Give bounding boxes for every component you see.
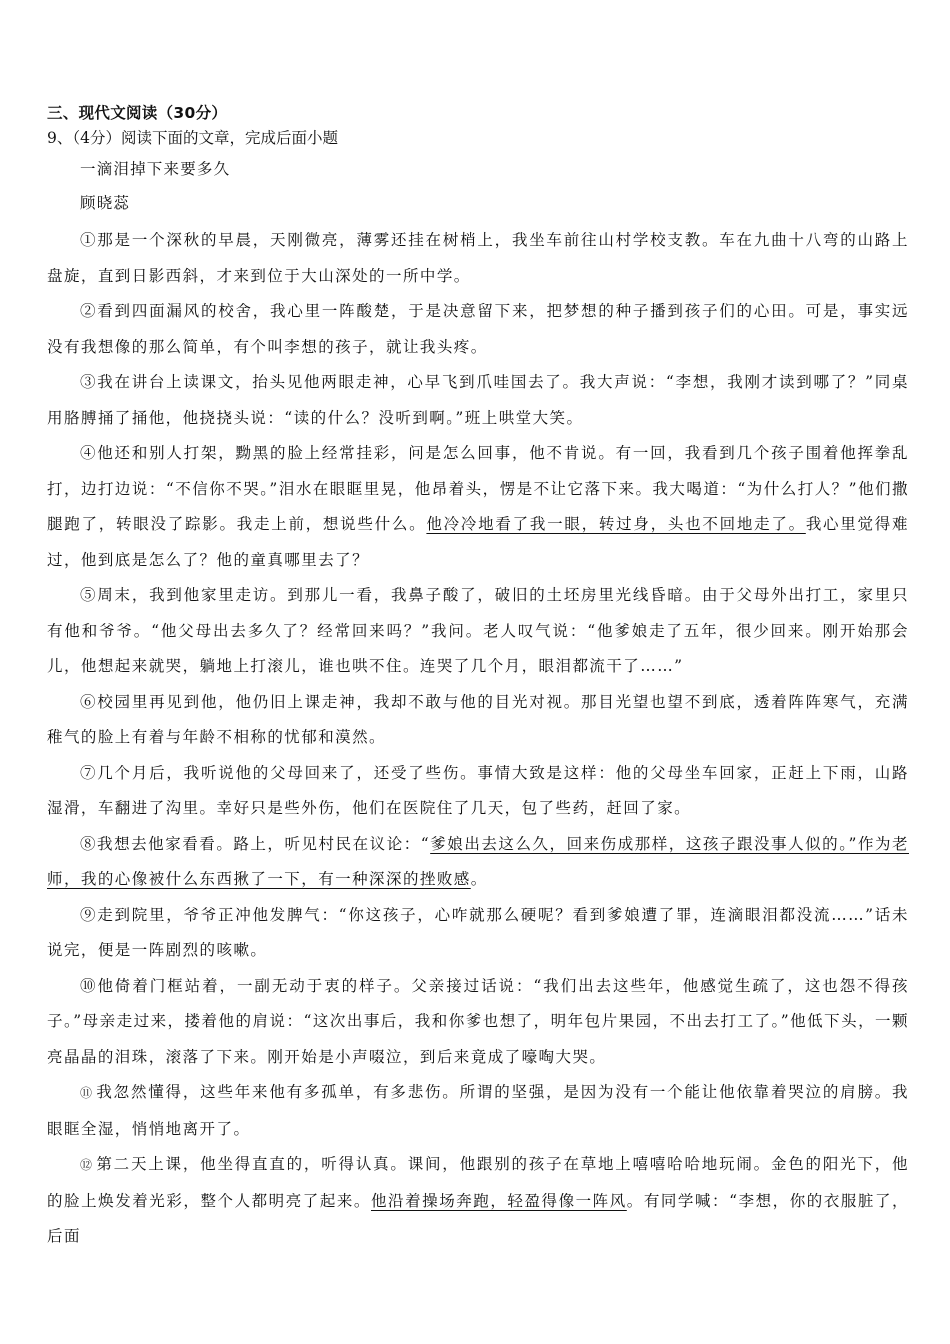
underlined-sentence-2: 爹娘出去这么久，回来伤成那样，这孩子跟没事人似的。”作为老师，我的心像被什么东西揪了一下，有一种深深的挫败感 bbox=[47, 834, 909, 888]
paragraph-12 bbox=[47, 1147, 909, 1255]
paragraph-10: ⑩他倚着门框站着，一副无动于衷的样子。父亲接过话说：“我们出去这些年，他感觉生疏了，这也怨不得孩子。”母亲走过来，搂着他的肩说：“这次出事后，我和你爹也想了，明年包片果园，不出去打工了。”他低下头，一颗亮晶晶的泪珠，滚落了下来。刚开始是小声啜泣，到后来竟成了嚎啕大哭。 bbox=[47, 976, 909, 1066]
paragraph-6: ⑥校园里再见到他，他仍旧上课走神，我却不敢与他的目光对视。那目光望也望不到底，透着阵阵寒气，充满稚气的脸上有着与年龄不相称的忧郁和漠然。 bbox=[47, 692, 909, 746]
underlined-sentence-3: 他沿着操场奔跑，轻盈得像一阵风 bbox=[371, 1191, 627, 1210]
story-title: 一滴泪掉下来要多久 bbox=[80, 160, 231, 178]
paragraph-11 bbox=[47, 1075, 909, 1147]
paragraph-5: ⑤周末，我到他家里走访。到那儿一看，我鼻子酸了，破旧的土坯房里光线昏暗。由于父母外出打工，家里只有他和爷爷。“他父母出去多久了？经常回来吗？”我问。老人叹气说：“他爹娘走了五年，很少回来。刚开始那会儿，他想起来就哭，躺地上打滚儿，谁也哄不住。连哭了几个月，眼泪都流干了……” bbox=[47, 586, 909, 675]
paragraph-2: ②看到四面漏风的校舍，我心里一阵酸楚，于是决意留下来，把梦想的种子播到孩子们的心田。可是，事实远没有我想像的那么简单，有个叫李想的孩子，就让我头疼。 bbox=[47, 302, 909, 356]
paragraph-4-text-b: 我心里觉得难过，他到底是怎么了？他的童真哪里去了？ bbox=[47, 515, 909, 569]
paragraph-7: ⑦几个月后，我听说他的父母回来了，还受了些伤。事情大致是这样：他的父母坐车回家，正赶上下雨，山路湿滑，车翻进了沟里。幸好只是些外伤，他们在医院住了几天，包了些药，赶回了家。 bbox=[47, 763, 909, 817]
paragraph-4-text-a: ④他还和别人打架，黝黑的脸上经常挂彩，问是怎么回事，他不肯说。有一回，我看到几个孩子围着他挥拳乱打，边打边说：“不信你不哭。”泪水在眼眶里晃，他昂着头，愣是不让它落下来。我大喝道：“为什么打人？”他们撒腿跑了，转眼没了踪影。我走上前，想说些什么。 bbox=[47, 444, 909, 533]
question-instruction: 9、（4分）阅读下面的文章，完成后面小题 bbox=[47, 129, 338, 147]
section-title: 三、现代文阅读（30分） bbox=[47, 104, 228, 122]
paragraph-1: ①那是一个深秋的早晨，天刚微亮，薄雾还挂在树梢上，我坐车前往山村学校支教。车在九曲十八弯的山路上盘旋，直到日影西斜，才来到位于大山深处的一所中学。 bbox=[47, 231, 909, 285]
paragraph-8-text-a: ⑧我想去他家看看。路上，听见村民在议论：“ bbox=[80, 834, 431, 853]
paragraph-3: ③我在讲台上读课文，抬头见他两眼走神，心早飞到爪哇国去了。我大声说：“李想，我刚才读到哪了？”同桌用胳膊捅了捅他，他挠挠头说：“读的什么？没听到啊。”班上哄堂大笑。 bbox=[47, 373, 909, 427]
underlined-sentence-1: 他冷冷地看了我一眼，转过身，头也不回地走了。 bbox=[426, 515, 806, 533]
paragraph-9: ⑨走到院里，爷爷正冲他发脾气：“你这孩子，心咋就那么硬呢？看到爹娘遭了罪，连滴眼泪都没流……”话未说完，便是一阵剧烈的咳嗽。 bbox=[47, 905, 909, 959]
paragraph-8 bbox=[47, 827, 909, 898]
article-body bbox=[47, 223, 909, 1255]
paragraph-4 bbox=[47, 436, 909, 578]
paragraph-8-text-b: 。 bbox=[470, 870, 488, 888]
paragraph-12-text-a: 第二天上课，他坐得直直的，听得认真。课间，他跟别的孩子在草地上嘻嘻哈哈地玩闹。金色的阳光下，他的脸上焕发着光彩，整个人都明亮了起来。 bbox=[47, 1155, 909, 1210]
story-author: 顾晓蕊 bbox=[80, 194, 131, 212]
paragraph-11-text: 我忽然懂得，这些年来他有多孤单，有多悲伤。所谓的坚强，是因为没有一个能让他依靠着哭泣的肩膀。我眼眶全湿，悄悄地离开了。 bbox=[47, 1083, 909, 1138]
paragraph-11-number: ⑪ bbox=[80, 1086, 93, 1100]
paragraph-12-text-b: 。有同学喊：“李想，你的衣服脏了，后面 bbox=[47, 1191, 909, 1245]
paragraph-12-number: ⑫ bbox=[80, 1158, 93, 1172]
